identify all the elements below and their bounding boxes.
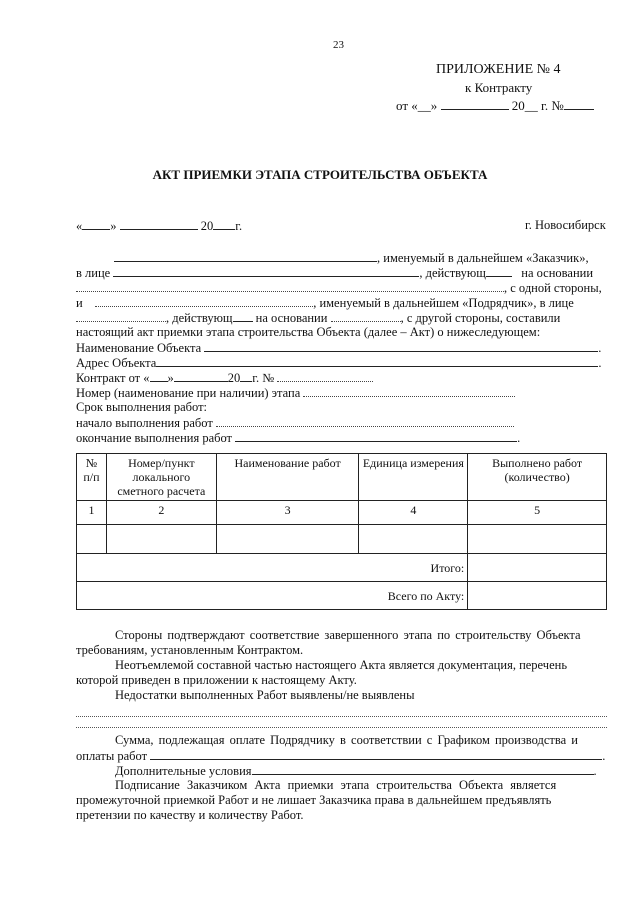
- total-act-label: Всего по Акту:: [77, 582, 468, 610]
- object-address-line: [76, 355, 601, 371]
- table-cell: 1: [77, 501, 107, 525]
- table-header: Единица измерения: [359, 454, 468, 501]
- appendix-title: ПРИЛОЖЕНИЕ № 4: [436, 62, 561, 77]
- contract-quote: »: [167, 371, 174, 385]
- defects-line-1: [76, 716, 607, 717]
- start-label: начало выполнения работ: [76, 416, 213, 430]
- end-label: окончание выполнения работ: [76, 431, 233, 445]
- table-cell: 2: [106, 501, 216, 525]
- table-row: [77, 501, 607, 525]
- object-address-label: Адрес Объекта: [76, 356, 157, 370]
- table-cell: [106, 525, 216, 554]
- acting-label: , действующ: [419, 266, 486, 280]
- paragraph-2-cont: которой приведен в приложении к настоящему Акту.: [76, 673, 357, 687]
- paragraph-6-end: претензии по качеству и количеству Работ.: [76, 808, 304, 822]
- blank: [564, 98, 594, 110]
- appendix-reference: [396, 98, 594, 113]
- table-header: Выполнено работ (количество): [468, 454, 607, 501]
- table-header: № п/п: [77, 454, 107, 501]
- table-cell: 3: [216, 501, 359, 525]
- term-label: Срок выполнения работ:: [76, 400, 208, 414]
- total-label: Итого:: [77, 554, 468, 582]
- start-line: [76, 415, 514, 431]
- body-line-3: [76, 280, 602, 296]
- works-table: [76, 453, 607, 610]
- blank: [204, 340, 598, 352]
- contract-label: Контракт от «: [76, 371, 150, 385]
- end-line: [76, 430, 520, 446]
- stage-label: Номер (наименование при наличии) этапа: [76, 386, 301, 400]
- stage-line: [76, 385, 515, 401]
- contractor-label: , именуемый в дальнейшем «Подрядчик», в лице: [313, 296, 574, 310]
- first-party-label: , с одной стороны,: [504, 281, 602, 295]
- blank: [277, 370, 373, 382]
- blank: [114, 250, 377, 262]
- appendix-subtitle: к Контракту: [465, 80, 533, 95]
- city: г. Новосибирск: [525, 218, 606, 232]
- basis-label: на основании: [521, 266, 594, 280]
- paragraph-1-cont: требованиям, установленным Контрактом.: [76, 643, 304, 657]
- table-cell: 5: [468, 501, 607, 525]
- date-year: 20: [200, 219, 214, 233]
- basis-label-2: на основании: [255, 311, 328, 325]
- additional-conditions-label: Дополнительные условия: [115, 764, 252, 778]
- payment-label: оплаты работ: [76, 749, 148, 763]
- table-cell: 4: [359, 501, 468, 525]
- blank: [233, 310, 253, 322]
- total-act-value: [468, 582, 607, 610]
- table-total-act-row: [77, 582, 607, 610]
- paragraph-6-cont: промежуточной приемкой Работ и не лишает Заказчика права в дальнейшем предъявлять: [76, 793, 552, 807]
- contract-year: 20: [227, 371, 241, 385]
- blank: [441, 98, 509, 110]
- quote-open: «: [76, 219, 83, 233]
- paragraph-1: Стороны подтверждают соответствие завершенного этапа по строительству Объекта: [115, 628, 581, 642]
- paragraph-6: Подписание Заказчиком Акта приемки этапа строительства Объекта является: [115, 778, 557, 792]
- period: .: [602, 749, 606, 763]
- paragraph-5: [115, 763, 597, 779]
- blank: [156, 355, 598, 367]
- table-cell: [359, 525, 468, 554]
- object-name-label: Наименование Объекта: [76, 341, 202, 355]
- and-label: и: [76, 296, 83, 310]
- blank: [76, 310, 166, 322]
- blank: [252, 763, 594, 775]
- body-line-1: [114, 250, 589, 266]
- quote-close: »: [110, 219, 117, 233]
- contract-number-label: г. №: [252, 371, 275, 385]
- blank: [150, 748, 602, 760]
- page-number: 23: [333, 39, 344, 51]
- blank: [331, 310, 401, 322]
- customer-label: , именуемый в дальнейшем «Заказчик»,: [377, 251, 589, 265]
- body-line-5: [76, 310, 560, 326]
- contract-line: [76, 370, 373, 386]
- appendix-from: от «__»: [396, 98, 441, 113]
- body-line-6: настоящий акт приемки этапа строительства Объекта (далее – Акт) о нижеследующем:: [76, 325, 541, 339]
- blank: [120, 218, 198, 230]
- body-line-4: [76, 295, 574, 311]
- document-title: АКТ ПРИЕМКИ ЭТАПА СТРОИТЕЛЬСТВА ОБЪЕКТА: [152, 167, 488, 182]
- blank: [82, 218, 110, 230]
- table-row: [77, 525, 607, 554]
- table-cell: [77, 525, 107, 554]
- in-person-label: в лице: [76, 266, 111, 280]
- table-total-row: [77, 554, 607, 582]
- total-value: [468, 554, 607, 582]
- blank: [235, 430, 517, 442]
- acting-label-2: , действующ: [166, 311, 233, 325]
- blank: [113, 265, 419, 277]
- blank: [213, 218, 235, 230]
- blank: [95, 295, 313, 307]
- period: .: [517, 431, 521, 445]
- date-line: [76, 218, 242, 234]
- blank: [240, 370, 252, 382]
- object-name-line: [76, 340, 601, 356]
- blank: [174, 370, 228, 382]
- paragraph-2: Неотъемлемой составной частью настоящего Акта является документация, перечень: [115, 658, 568, 672]
- blank: [216, 415, 514, 427]
- paragraph-3: Недостатки выполненных Работ выявлены/не выявлены: [115, 688, 415, 702]
- paragraph-4: Сумма, подлежащая оплате Подрядчику в соответствии с Графиком производства и: [115, 733, 578, 747]
- defects-line-2: [76, 727, 607, 728]
- date-year-suffix: г.: [235, 219, 243, 233]
- period: .: [598, 341, 602, 355]
- period: .: [598, 356, 602, 370]
- table-header-row: [77, 454, 607, 501]
- blank: [76, 280, 504, 292]
- body-line-2: [76, 265, 593, 281]
- blank: [486, 265, 512, 277]
- blank: [303, 385, 515, 397]
- table-header: Номер/пункт локального сметного расчета: [106, 454, 216, 501]
- paragraph-4-cont: [76, 748, 605, 764]
- table-header: Наименование работ: [216, 454, 359, 501]
- appendix-year: 20__ г. №: [508, 98, 564, 113]
- table-cell: [216, 525, 359, 554]
- table-cell: [468, 525, 607, 554]
- blank: [150, 370, 168, 382]
- period: .: [593, 764, 597, 778]
- second-party-label: , с другой стороны, составили: [400, 311, 561, 325]
